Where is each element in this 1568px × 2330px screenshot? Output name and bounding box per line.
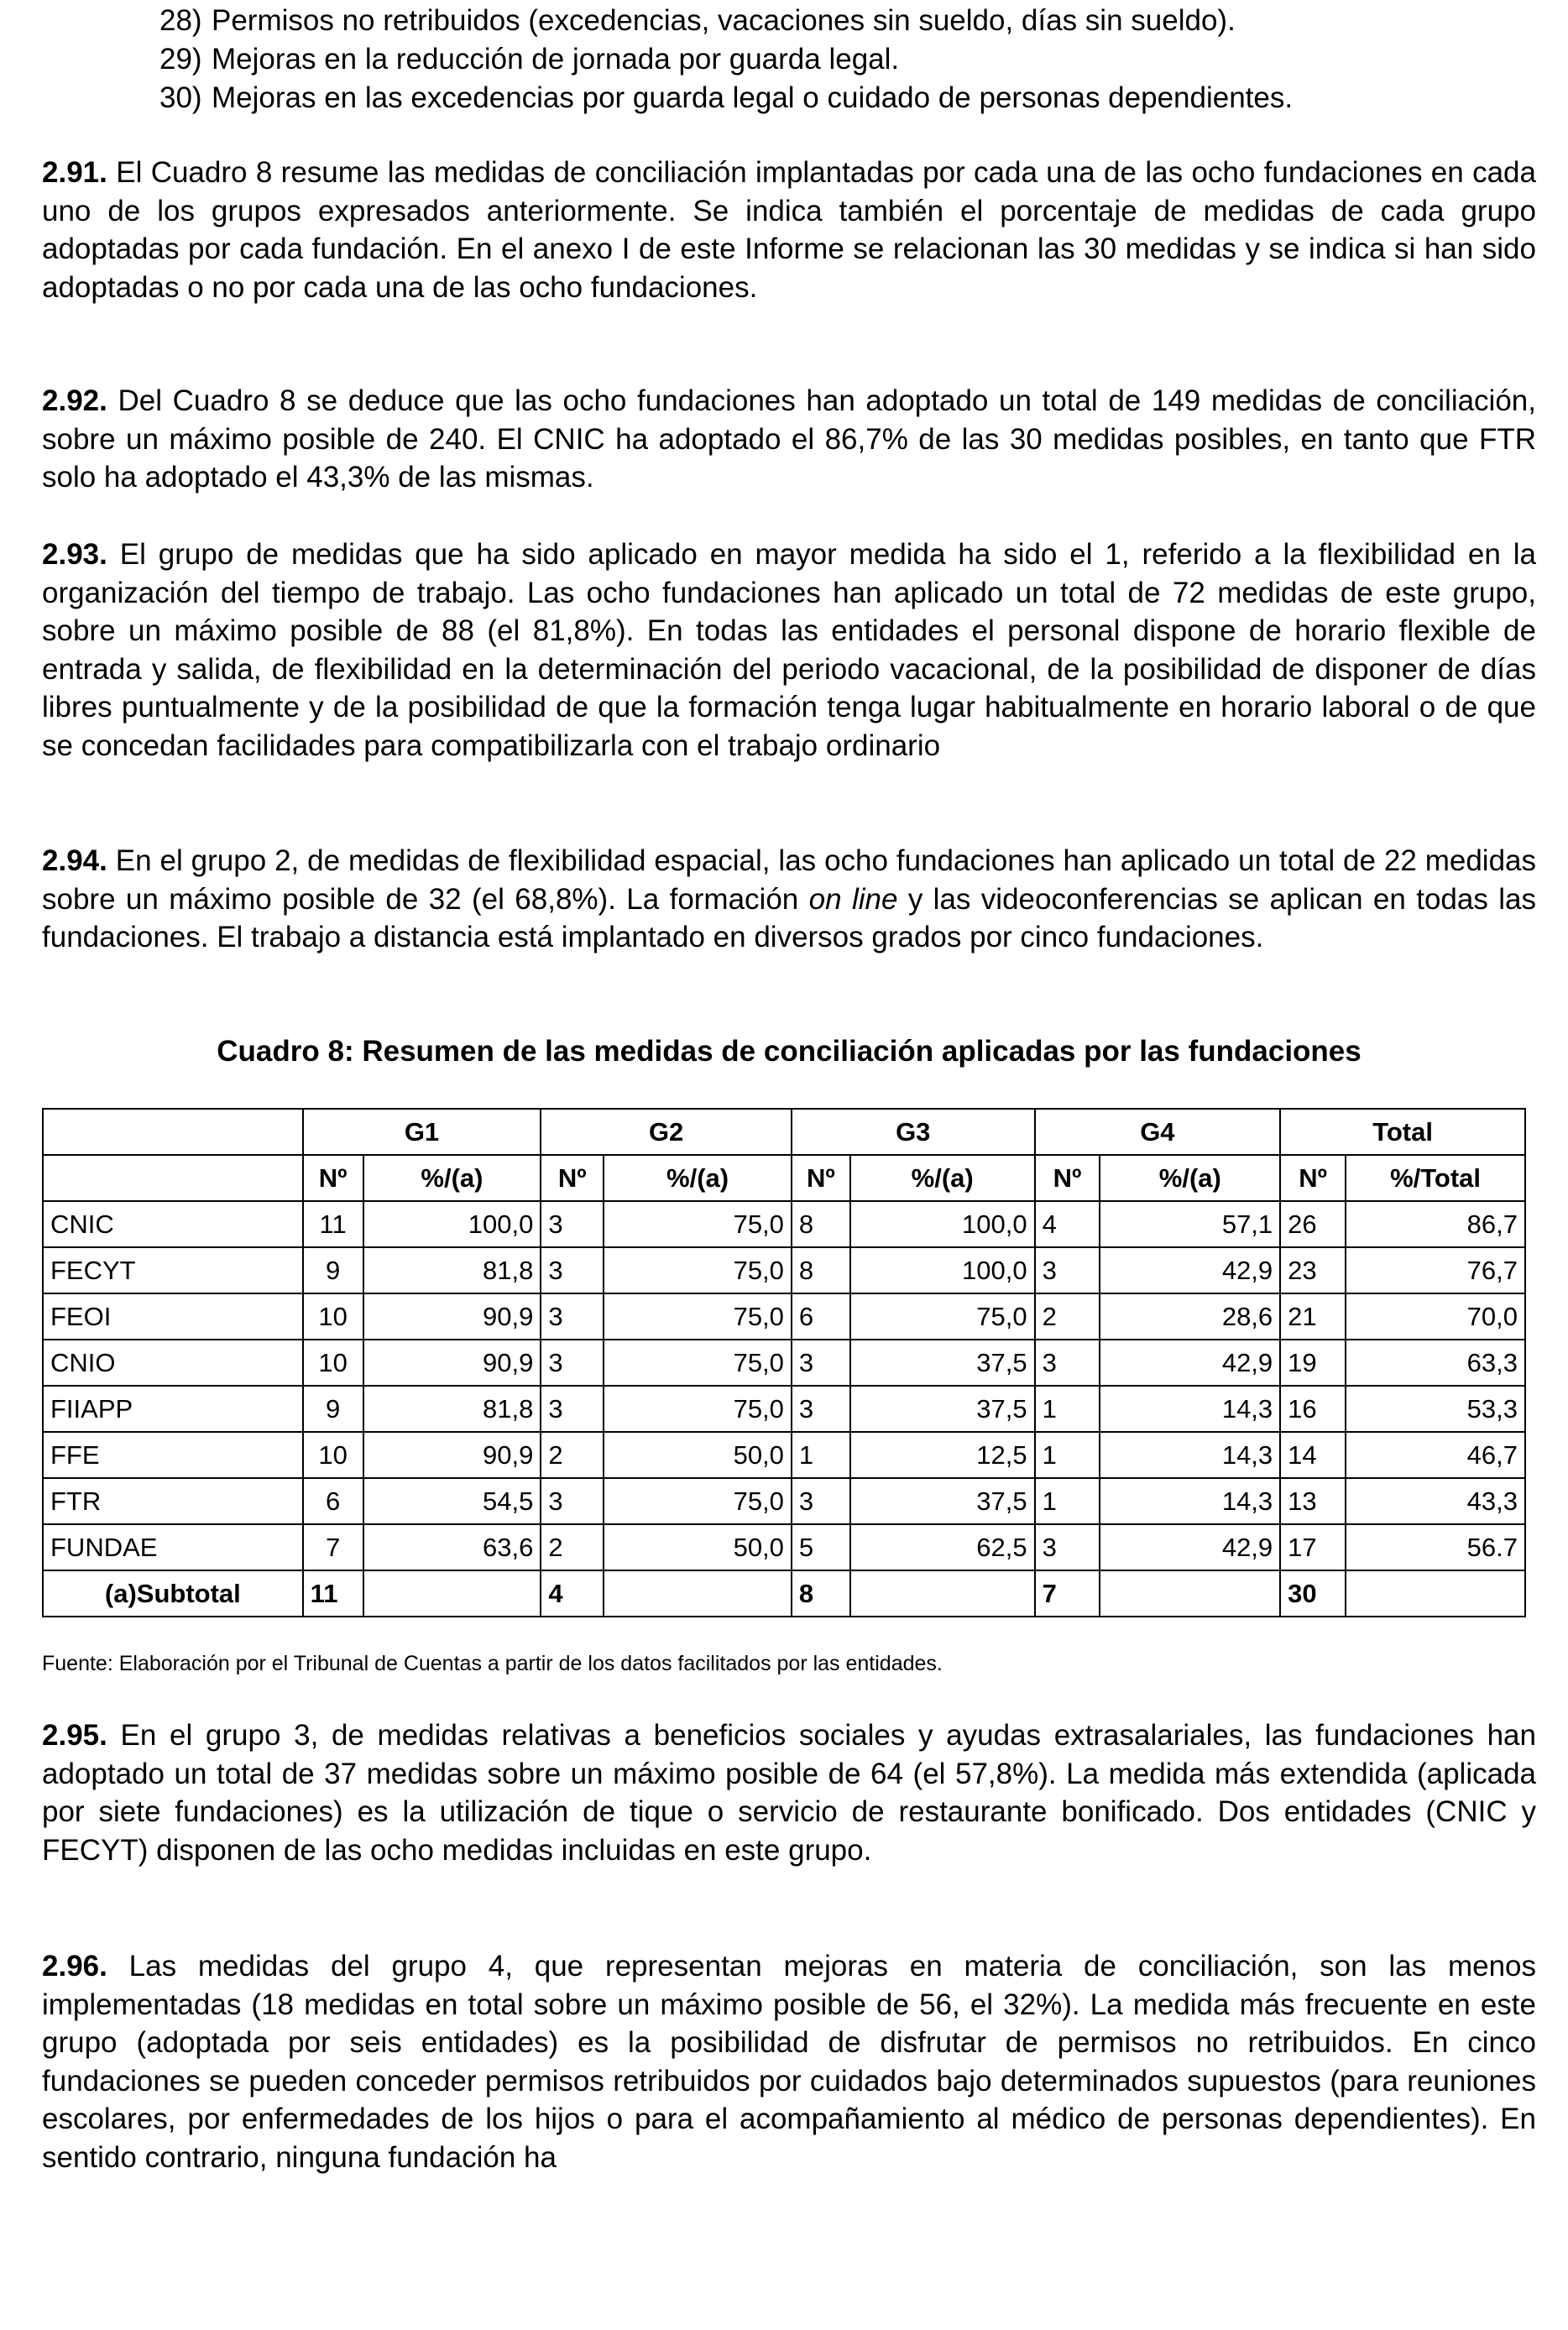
table-cell: 21 [1280,1293,1346,1340]
table-cell: 75,0 [604,1201,792,1247]
table-cell: 46,7 [1346,1432,1525,1478]
table-cell: 90,9 [363,1293,541,1340]
table-cell: 37,5 [850,1340,1035,1386]
table-cell: 11 [303,1201,363,1247]
table-cell: 14,3 [1100,1432,1280,1478]
table-row [43,1201,1525,1247]
table-cell: 23 [1280,1247,1346,1293]
table-cell: 37,5 [850,1386,1035,1432]
table-cell: 42,9 [1100,1247,1280,1293]
table-source: Fuente: Elaboración por el Tribunal de Cuentas a partir de los datos facilitados por las entidades. [42,1652,943,1675]
table-cell: 3 [1035,1340,1100,1386]
table-cell: 3 [792,1386,850,1432]
foundation-name: CNIO [43,1340,303,1386]
table-subheader: Nº [541,1155,604,1201]
table-cell: 63,3 [1346,1340,1525,1386]
table-cell: 75,0 [604,1293,792,1340]
foundation-name: FTR [43,1478,303,1524]
table-cell: 56.7 [1346,1524,1525,1570]
table-cell: 90,9 [363,1432,541,1478]
table-subheader: %/(a) [850,1155,1035,1201]
table-cell: 30 [1280,1570,1346,1617]
table-row [43,1247,1525,1293]
table-header-g2: G2 [541,1109,792,1155]
foundation-name: FECYT [43,1247,303,1293]
table-cell: 14,3 [1100,1386,1280,1432]
table-cell: 75,0 [604,1340,792,1386]
table-cell: 3 [541,1478,604,1524]
table-cell: 14,3 [1100,1478,1280,1524]
table-cell: 26 [1280,1201,1346,1247]
table-cell: 12,5 [850,1432,1035,1478]
numbered-list [159,2,1293,118]
foundation-name: CNIC [43,1201,303,1247]
table-cell: 63,6 [363,1524,541,1570]
paragraph-2-92: 2.92. Del Cuadro 8 se deduce que las ocho fundaciones han adoptado un total de 149 medidas de conciliación, sobre un máximo posible de 240. El CNIC ha adoptado el 86,7% de las 30 medidas posibles, en tanto que FTR solo ha adoptado el 43,3% de las mismas. [42,384,1536,494]
table-cell: 11 [303,1570,363,1617]
table-row [43,1478,1525,1524]
table-body [43,1201,1525,1570]
table-row [43,1524,1525,1570]
table-cell: 1 [1035,1432,1100,1478]
table-cell: 6 [303,1478,363,1524]
table-cell: 50,0 [604,1524,792,1570]
table-row [43,1432,1525,1478]
table-cell: 16 [1280,1386,1346,1432]
table-cell: 1 [1035,1478,1100,1524]
table-cell: 2 [541,1524,604,1570]
table-cell: 14 [1280,1432,1346,1478]
table-cell: 100,0 [363,1201,541,1247]
table-cell: 57,1 [1100,1201,1280,1247]
table-group-header-row [43,1109,1525,1155]
list-item: 30) Mejoras en las excedencias por guarda legal o cuidado de personas dependientes. [159,81,1294,114]
table-cell: 3 [1035,1247,1100,1293]
list-item: 29) Mejoras en la reducción de jornada por guarda legal. [159,43,900,76]
table-empty-cell [43,1155,303,1201]
table-cell [1100,1570,1280,1617]
table-cell: 75,0 [604,1386,792,1432]
table-cell: 70,0 [1346,1293,1525,1340]
table-cell: 9 [303,1386,363,1432]
table-cell [363,1570,541,1617]
table-cell: 100,0 [850,1247,1035,1293]
table-cell: 13 [1280,1478,1346,1524]
table-subheader: %/(a) [604,1155,792,1201]
table-cell: 10 [303,1293,363,1340]
table-cell: 3 [792,1340,850,1386]
table-caption: Cuadro 8: Resumen de las medidas de conciliación aplicadas por las fundaciones [217,1035,1362,1068]
table-cell: 76,7 [1346,1247,1525,1293]
table-cell: 8 [792,1201,850,1247]
table-subheader: Nº [303,1155,363,1201]
table-cell: 8 [792,1247,850,1293]
table-subheader: Nº [1280,1155,1346,1201]
table-cell: 10 [303,1432,363,1478]
table-cell [850,1570,1035,1617]
table-cell: 81,8 [363,1247,541,1293]
table-cell: 4 [541,1570,604,1617]
paragraph-2-93: 2.93. El grupo de medidas que ha sido aplicado en mayor medida ha sido el 1, referido a la flexibilidad en la organización del tiempo de trabajo. Las ocho fundaciones han aplicado un total de 72 medidas de este grupo, sobre un máximo posible de 88 (el 81,8%). En todas las entidades el personal dispone de horario flexible de entrada y salida, de flexibilidad en la determinación del periodo vacacional, de la posibilidad de disponer de días libres puntualmente y de la posibilidad de que la formación tenga lugar habitualmente en horario laboral o de que se concedan facilidades para compatibilizarla con el trabajo ordinario [42,538,1536,762]
table-row [43,1293,1525,1340]
table-cell: 86,7 [1346,1201,1525,1247]
foundation-name: FFE [43,1432,303,1478]
summary-table [42,1108,1526,1617]
table-row [43,1340,1525,1386]
table-cell: 42,9 [1100,1340,1280,1386]
table-cell: 28,6 [1100,1293,1280,1340]
foundation-name: FIIAPP [43,1386,303,1432]
table-cell: 3 [792,1478,850,1524]
foundation-name: FUNDAE [43,1524,303,1570]
table-cell: 2 [1035,1293,1100,1340]
table-cell: 54,5 [363,1478,541,1524]
table-cell: 6 [792,1293,850,1340]
table-cell: 8 [792,1570,850,1617]
table-cell: 4 [1035,1201,1100,1247]
table-cell: 3 [541,1386,604,1432]
paragraph-2-95: 2.95. En el grupo 3, de medidas relativas a beneficios sociales y ayudas extrasalariales, las fundaciones han adoptado un total de 37 medidas sobre un máximo posible de 64 (el 57,8%). La medida más extendida (aplicada por siete fundaciones) es la utilización de tique o servicio de restaurante bonificado. Dos entidades (CNIC y FECYT) disponen de las ocho medidas incluidas en este grupo. [42,1719,1536,1867]
table-header-total: Total [1280,1109,1525,1155]
table-cell: 3 [541,1201,604,1247]
table-cell: 53,3 [1346,1386,1525,1432]
foundation-name: FEOI [43,1293,303,1340]
table-subheader: Nº [792,1155,850,1201]
table-cell: 62,5 [850,1524,1035,1570]
table-cell: 100,0 [850,1201,1035,1247]
table-cell: 75,0 [604,1247,792,1293]
table-cell: 7 [1035,1570,1100,1617]
table-subheader: %/(a) [363,1155,541,1201]
table-cell: 81,8 [363,1386,541,1432]
table-cell: 3 [541,1293,604,1340]
table-cell: 9 [303,1247,363,1293]
table-header-g3: G3 [792,1109,1035,1155]
table-subheader: %/(a) [1100,1155,1280,1201]
table-cell: 3 [1035,1524,1100,1570]
table-subheader: Nº [1035,1155,1100,1201]
table-cell: 2 [541,1432,604,1478]
subtotal-label: (a)Subtotal [43,1570,303,1617]
table-cell: 37,5 [850,1478,1035,1524]
table-cell: 3 [541,1340,604,1386]
table-cell: 75,0 [850,1293,1035,1340]
table-subtotal-row [43,1570,1525,1617]
table-header-g1: G1 [303,1109,541,1155]
table-cell: 43,3 [1346,1478,1525,1524]
table-cell: 1 [792,1432,850,1478]
table-header-g4: G4 [1035,1109,1281,1155]
paragraph-2-94: 2.94. En el grupo 2, de medidas de flexibilidad espacial, las ocho fundaciones han aplicado un total de 22 medidas sobre un máximo posible de 32 (el 68,8%). La formación on line y las videoconferencias se aplican en todas las fundaciones. El trabajo a distancia está implantado en diversos grados por cinco fundaciones. [42,844,1537,953]
paragraph-2-91: 2.91. El Cuadro 8 resume las medidas de conciliación implantadas por cada una de las ocho fundaciones en cada uno de los grupos expresados anteriormente. Se indica también el porcentaje de medidas de cada grupo adoptadas por cada fundación. En el anexo I de este Informe se relacionan las 30 medidas y se indica si han sido adoptadas o no por cada una de las ocho fundaciones. [42,156,1536,304]
table-cell: 7 [303,1524,363,1570]
table-subheader: %/Total [1346,1155,1525,1201]
table-cell: 1 [1035,1386,1100,1432]
table-cell: 10 [303,1340,363,1386]
list-item: 28) Permisos no retribuidos (excedencias, vacaciones sin sueldo, días sin sueldo). [159,4,1236,37]
table-cell: 3 [541,1247,604,1293]
table-cell: 17 [1280,1524,1346,1570]
table-cell: 50,0 [604,1432,792,1478]
table-cell: 75,0 [604,1478,792,1524]
paragraph-2-96: 2.96. Las medidas del grupo 4, que representan mejoras en materia de conciliación, son las menos implementadas (18 medidas en total sobre un máximo posible de 56, el 32%). La medida más frecuente en este grupo (adoptada por seis entidades) es la posibilidad de disfrutar de permisos no retribuidos. En cinco fundaciones se pueden conceder permisos retribuidos por cuidados bajo determinados supuestos (para reuniones escolares, por enfermedades de los hijos o para el acompañamiento al médico de personas dependientes). En sentido contrario, ninguna fundación ha [42,1950,1536,2174]
table-cell [604,1570,792,1617]
table-cell: 19 [1280,1340,1346,1386]
table-row [43,1386,1525,1432]
table-empty-cell [43,1109,303,1155]
table-cell [1346,1570,1525,1617]
table-cell: 5 [792,1524,850,1570]
table-subheader-row [43,1155,1525,1201]
table-cell: 42,9 [1100,1524,1280,1570]
table-cell: 90,9 [363,1340,541,1386]
